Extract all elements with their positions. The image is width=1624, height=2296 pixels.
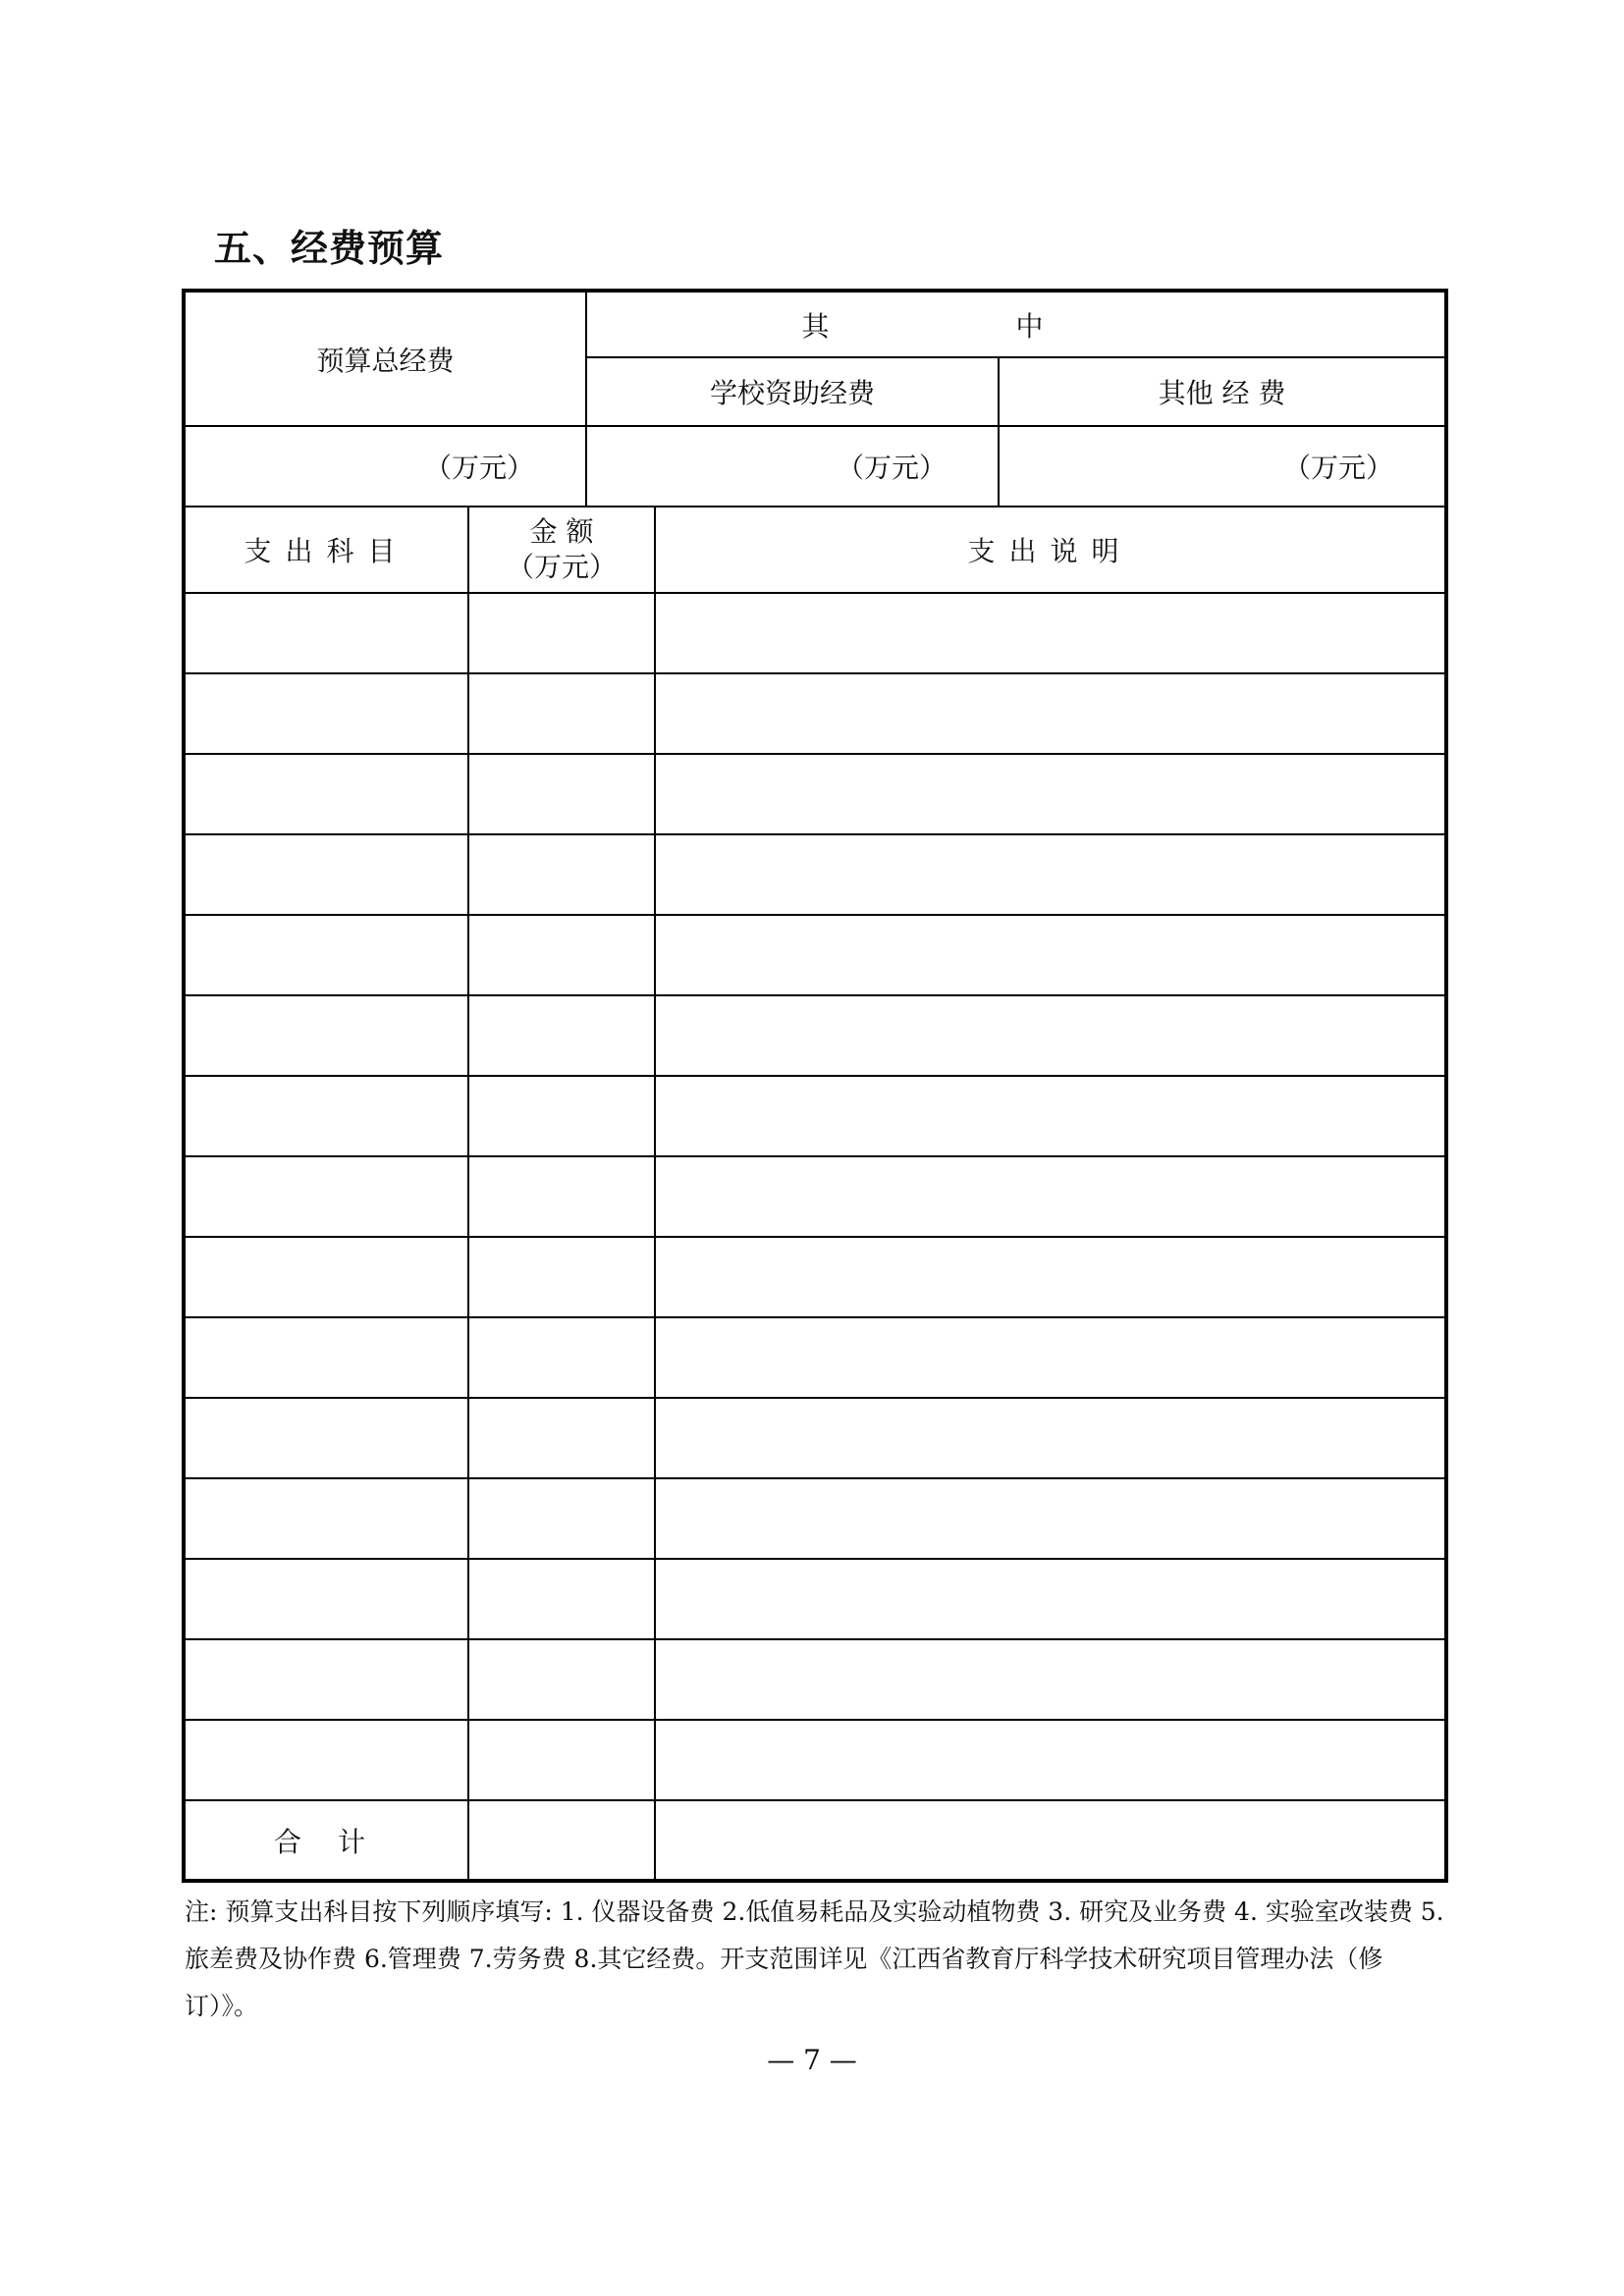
expense-description-cell[interactable] <box>655 673 1446 754</box>
expense-item-cell[interactable] <box>184 754 468 834</box>
table-row <box>184 1478 1446 1559</box>
expense-amount-cell[interactable] <box>468 1720 655 1800</box>
expense-amount-cell[interactable] <box>468 915 655 995</box>
table-row <box>184 754 1446 834</box>
table-row <box>184 593 1446 673</box>
table-row <box>184 1559 1446 1639</box>
table-row <box>184 1720 1446 1800</box>
unit-label-other: （万元） <box>1283 452 1394 484</box>
table-row <box>184 995 1446 1076</box>
column-header-item: 支出科目 <box>184 507 468 593</box>
total-budget-label: 预算总经费 <box>184 291 586 426</box>
expense-amount-cell[interactable] <box>468 1237 655 1317</box>
other-funding-value-cell[interactable] <box>999 426 1446 507</box>
table-row <box>184 1398 1446 1478</box>
expense-description-cell[interactable] <box>655 1317 1446 1398</box>
expense-item-cell[interactable] <box>184 834 468 915</box>
column-header-description: 支出说明 <box>655 507 1446 593</box>
expense-amount-cell[interactable] <box>468 1478 655 1559</box>
school-funding-label: 学校资助经费 <box>586 357 999 426</box>
expense-amount-cell[interactable] <box>468 1398 655 1478</box>
of-which-label: 其中 <box>586 291 1446 357</box>
expense-description-cell[interactable] <box>655 834 1446 915</box>
expense-amount-cell[interactable] <box>468 1317 655 1398</box>
expense-item-cell[interactable] <box>184 915 468 995</box>
expense-item-cell[interactable] <box>184 1237 468 1317</box>
expense-description-cell[interactable] <box>655 1720 1446 1800</box>
expense-item-cell[interactable] <box>184 1639 468 1720</box>
expense-description-cell[interactable] <box>655 1237 1446 1317</box>
expense-amount-cell[interactable] <box>468 834 655 915</box>
expense-amount-cell[interactable] <box>468 754 655 834</box>
table-row <box>184 673 1446 754</box>
table-row <box>184 1076 1446 1156</box>
footnote: 注: 预算支出科目按下列顺序填写: 1. 仪器设备费 2.低值易耗品及实验动植物费 3. 研究及业务费 4. 实验室改装费 5. 旅差费及协作费 6.管理费 7.劳务费 8.其它经费。开支范围详见《江西省教育厅科学技术研究项目管理办法（修订）》。 <box>185 1897 1444 2020</box>
table-row <box>184 1317 1446 1398</box>
page-number: — 7 — <box>767 2044 857 2076</box>
unit-label-total: （万元） <box>424 452 535 484</box>
expense-item-cell[interactable] <box>184 1076 468 1156</box>
amount-header-line1: 金 额 <box>529 515 594 548</box>
expense-description-cell[interactable] <box>655 593 1446 673</box>
expense-description-cell[interactable] <box>655 1478 1446 1559</box>
table-row <box>184 834 1446 915</box>
expense-item-cell[interactable] <box>184 1478 468 1559</box>
other-funding-label: 其他 经 费 <box>999 357 1446 426</box>
expense-item-cell[interactable] <box>184 1317 468 1398</box>
expense-item-cell[interactable] <box>184 1156 468 1237</box>
expense-amount-cell[interactable] <box>468 593 655 673</box>
expense-item-cell[interactable] <box>184 593 468 673</box>
total-row-amount[interactable] <box>468 1800 655 1881</box>
amount-header-line2: （万元） <box>507 551 618 583</box>
unit-label-school: （万元） <box>837 452 947 484</box>
expense-description-cell[interactable] <box>655 1639 1446 1720</box>
expense-item-cell[interactable] <box>184 1559 468 1639</box>
school-funding-value-cell[interactable] <box>586 426 999 507</box>
expense-description-cell[interactable] <box>655 1559 1446 1639</box>
expense-description-cell[interactable] <box>655 754 1446 834</box>
expense-description-cell[interactable] <box>655 995 1446 1076</box>
budget-table <box>182 289 1448 1883</box>
expense-description-cell[interactable] <box>655 1156 1446 1237</box>
expense-description-cell[interactable] <box>655 1076 1446 1156</box>
expense-description-cell[interactable] <box>655 915 1446 995</box>
table-row <box>184 1156 1446 1237</box>
total-row-label: 合 计 <box>184 1800 468 1881</box>
expense-amount-cell[interactable] <box>468 1076 655 1156</box>
table-row <box>184 1639 1446 1720</box>
total-row-description[interactable] <box>655 1800 1446 1881</box>
table-row <box>184 1237 1446 1317</box>
expense-item-cell[interactable] <box>184 995 468 1076</box>
table-row <box>184 915 1446 995</box>
expense-amount-cell[interactable] <box>468 1559 655 1639</box>
expense-amount-cell[interactable] <box>468 1639 655 1720</box>
expense-amount-cell[interactable] <box>468 673 655 754</box>
expense-amount-cell[interactable] <box>468 995 655 1076</box>
expense-description-cell[interactable] <box>655 1398 1446 1478</box>
expense-item-cell[interactable] <box>184 1398 468 1478</box>
expense-amount-cell[interactable] <box>468 1156 655 1237</box>
column-header-amount <box>468 507 655 593</box>
expense-item-cell[interactable] <box>184 673 468 754</box>
expense-rows <box>184 593 1446 1800</box>
total-budget-value-cell[interactable] <box>184 426 586 507</box>
section-title: 五、经费预算 <box>214 227 445 270</box>
expense-item-cell[interactable] <box>184 1720 468 1800</box>
